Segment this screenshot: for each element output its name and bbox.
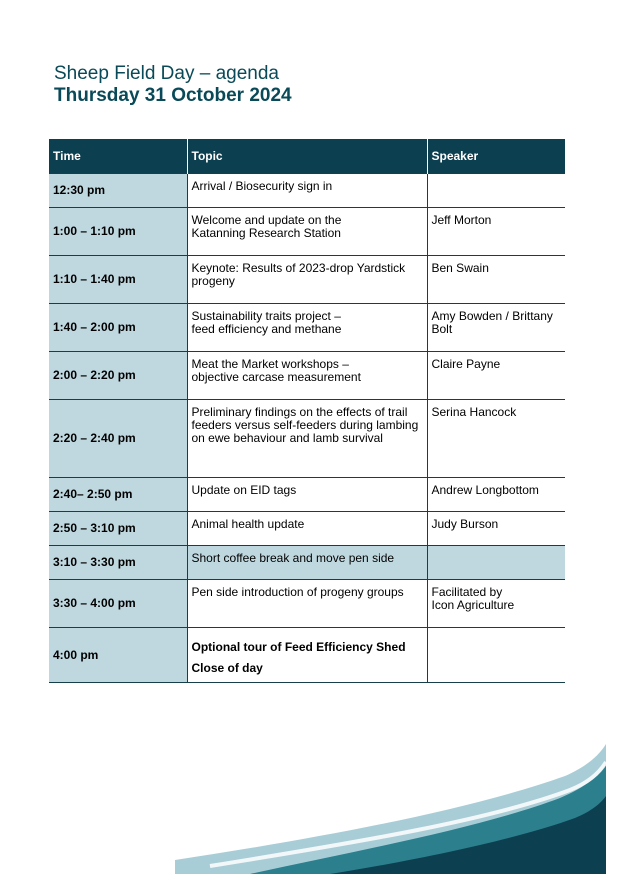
topic-cell: Update on EID tags bbox=[187, 478, 427, 512]
table-row bbox=[49, 304, 565, 352]
topic-cell: Sustainability traits project – feed efficiency and methane bbox=[187, 304, 427, 352]
speaker-cell: Serina Hancock bbox=[427, 400, 565, 478]
time-cell: 3:10 – 3:30 pm bbox=[49, 546, 187, 580]
column-header-speaker: Speaker bbox=[427, 139, 565, 174]
decorative-wave bbox=[0, 740, 618, 874]
time-cell: 12:30 pm bbox=[49, 174, 187, 208]
table-row bbox=[49, 512, 565, 546]
topic-cell: Keynote: Results of 2023-drop Yardstick progeny bbox=[187, 256, 427, 304]
table-row bbox=[49, 628, 565, 683]
time-cell: 2:40– 2:50 pm bbox=[49, 478, 187, 512]
table-header-row bbox=[49, 139, 565, 174]
table-row bbox=[49, 208, 565, 256]
topic-cell: Meat the Market workshops – objective carcase measurement bbox=[187, 352, 427, 400]
time-cell: 2:20 – 2:40 pm bbox=[49, 400, 187, 478]
speaker-cell bbox=[427, 174, 565, 208]
speaker-cell: Amy Bowden / Brittany Bolt bbox=[427, 304, 565, 352]
agenda-date: Thursday 31 October 2024 bbox=[54, 85, 292, 106]
table-row bbox=[49, 352, 565, 400]
table-row bbox=[49, 546, 565, 580]
topic-line: Close of day bbox=[191, 661, 263, 675]
table-row bbox=[49, 256, 565, 304]
speaker-cell: Ben Swain bbox=[427, 256, 565, 304]
column-header-topic: Topic bbox=[187, 139, 427, 174]
time-cell: 4:00 pm bbox=[49, 628, 187, 683]
topic-cell: Pen side introduction of progeny groups bbox=[187, 580, 427, 628]
table-row bbox=[49, 400, 565, 478]
speaker-cell: Claire Payne bbox=[427, 352, 565, 400]
time-cell: 2:50 – 3:10 pm bbox=[49, 512, 187, 546]
page-title bbox=[54, 63, 292, 107]
table-row bbox=[49, 478, 565, 512]
time-cell: 1:10 – 1:40 pm bbox=[49, 256, 187, 304]
agenda-table bbox=[49, 139, 565, 683]
time-cell: 1:40 – 2:00 pm bbox=[49, 304, 187, 352]
table-row bbox=[49, 580, 565, 628]
speaker-cell bbox=[427, 628, 565, 683]
topic-cell: Welcome and update on the Katanning Research Station bbox=[187, 208, 427, 256]
column-header-time: Time bbox=[49, 139, 187, 174]
time-cell: 2:00 – 2:20 pm bbox=[49, 352, 187, 400]
speaker-cell: Facilitated by Icon Agriculture bbox=[427, 580, 565, 628]
topic-cell bbox=[187, 628, 427, 683]
speaker-cell: Jeff Morton bbox=[427, 208, 565, 256]
topic-cell: Short coffee break and move pen side bbox=[187, 546, 427, 580]
topic-cell: Preliminary findings on the effects of trail feeders versus self-feeders during lambing on ewe behaviour and lamb survival bbox=[187, 400, 427, 478]
topic-line: Optional tour of Feed Efficiency Shed bbox=[191, 640, 406, 654]
topic-cell: Arrival / Biosecurity sign in bbox=[187, 174, 427, 208]
table-row bbox=[49, 174, 565, 208]
speaker-cell: Judy Burson bbox=[427, 512, 565, 546]
time-cell: 3:30 – 4:00 pm bbox=[49, 580, 187, 628]
time-cell: 1:00 – 1:10 pm bbox=[49, 208, 187, 256]
speaker-cell: Andrew Longbottom bbox=[427, 478, 565, 512]
agenda-title: Sheep Field Day – agenda bbox=[54, 63, 279, 84]
topic-cell: Animal health update bbox=[187, 512, 427, 546]
speaker-cell bbox=[427, 546, 565, 580]
